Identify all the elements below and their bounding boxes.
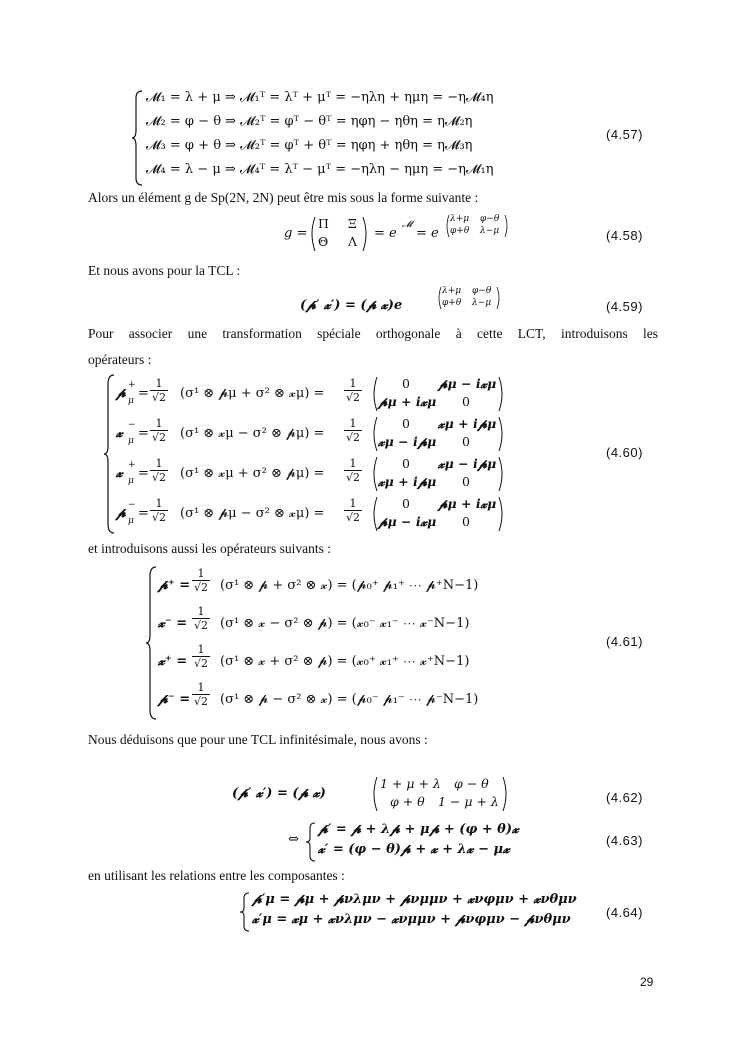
page-number: 29 (640, 975, 654, 989)
frac-inv-sqrt2: $\frac{1}{√2}$ (194, 605, 209, 632)
equation-number-4-63: (4.63) (606, 833, 643, 848)
eq464-line-1: 𝓹′μ = 𝓹μ + 𝓹νλμν + 𝓹νμμν + 𝔁νφμν + 𝔁νθμν (252, 892, 577, 907)
eq460-row-1: 𝓹 + μ = $\frac{1}{√2}$ (σ¹ ⊗ 𝓹μ + σ² ⊗ 𝔁μ) = $\frac{1}{√2}$ 0 𝓹μ − i𝔁μ 𝓹μ + i𝔁μ 0 (116, 374, 506, 414)
paragraph-1: Alors un élément g de Sp(2N, 2N) peut être mis sous la forme suivante : (88, 190, 479, 205)
frac-inv-sqrt2: $\frac{1}{√2}$ (152, 377, 167, 404)
eq458-mid: = e (374, 226, 397, 241)
equation-4-64 (240, 892, 577, 932)
eq458-m12: Ξ (348, 216, 357, 231)
eq460-row1-sub: μ (128, 396, 134, 406)
frac-inv-sqrt2: $\frac{1}{√2}$ (346, 417, 361, 444)
eq459-e11: λ+μ (442, 286, 462, 296)
eq460-row2-a21: 𝔁μ − i𝓹μ (378, 434, 437, 449)
eq460-row2-lhs: 𝔁 (116, 426, 123, 441)
paragraph-4: et introduisons aussi les opérateurs suivants : (88, 541, 331, 556)
eq458-e21: φ+θ (450, 226, 470, 236)
frac-inv-sqrt2: $\frac{1}{√2}$ (346, 457, 361, 484)
eq459-e22: λ−μ (472, 298, 492, 308)
eq462-m12: φ − θ (454, 776, 489, 791)
eq461-row1-rhs: (σ¹ ⊗ 𝓹 + σ² ⊗ 𝔁) = (𝓹₀⁺ 𝓹₁⁺ ⋯ 𝓹⁺N−1) (220, 578, 479, 593)
equation-number-4-57: (4.57) (606, 127, 643, 142)
frac-inv-sqrt2: $\frac{1}{√2}$ (346, 377, 361, 404)
eq460-row2-a22: 0 (462, 434, 470, 449)
equation-4-57 (132, 90, 512, 186)
eq460-row2-a12: 𝔁μ + i𝓹μ (438, 416, 497, 431)
eq460-row2-op: (σ¹ ⊗ 𝔁μ − σ² ⊗ 𝓹μ) = (180, 426, 325, 441)
eq458-m21: Θ (318, 234, 329, 249)
eq459-lhs: (𝓹′ 𝔁′) = (𝓹 𝔁)e (300, 298, 403, 313)
equation-number-4-58: (4.58) (606, 228, 643, 243)
eq462-m22: 1 − μ + λ (438, 794, 499, 809)
eq460-row4-op: (σ¹ ⊗ 𝓹μ − σ² ⊗ 𝔁μ) = (180, 506, 325, 521)
eq458-exp1: 𝓜 (402, 220, 413, 230)
exp-paren-right (496, 286, 502, 310)
equation-number-4-59: (4.59) (606, 299, 643, 314)
eq459-e21: φ+θ (442, 298, 462, 308)
eq457-line-2: 𝓜₂ = φ − θ ⇒ 𝓜₂ᵀ = φᵀ − θᵀ = ηφη − ηθη = η𝓜₂η (146, 114, 473, 129)
eq460-row4-sub: μ (128, 516, 134, 526)
eq460-row1-a11: 0 (402, 376, 410, 391)
eq461-row2-lhs: 𝔁⁻ = (158, 616, 188, 631)
frac-inv-sqrt2: $\frac{1}{√2}$ (194, 681, 209, 708)
eq462-m21: φ + θ (390, 794, 425, 809)
eq461-row3-rhs: (σ¹ ⊗ 𝔁 + σ² ⊗ 𝓹) = (𝔁₀⁺ 𝔁₁⁺ ⋯ 𝔁⁺N−1) (220, 654, 470, 669)
paren-left (370, 416, 378, 452)
eq460-row4-a11: 0 (402, 496, 410, 511)
equation-4-60 (104, 374, 504, 534)
left-brace (146, 566, 158, 720)
eq460-row1-a12: 𝓹μ − i𝔁μ (438, 376, 497, 391)
paren-right (498, 416, 506, 452)
paren-right (498, 456, 506, 492)
eq460-row3-a22: 0 (462, 474, 470, 489)
eq460-row2-a11: 0 (402, 416, 410, 431)
eq460-row4-lhs: 𝓹 (116, 506, 126, 521)
eq463-line-2: 𝔁′ = (φ − θ)𝓹 + 𝔁 + λ𝔁 − μ𝔁 (318, 842, 510, 857)
eq460-row3-op: (σ¹ ⊗ 𝔁μ + σ² ⊗ 𝓹μ) = (180, 466, 325, 481)
equation-4-58 (284, 214, 514, 254)
paragraph-3-line-2: opérateurs : (88, 352, 152, 367)
eq460-row3-a12: 𝔁μ − i𝓹μ (438, 456, 497, 471)
eq460-row3-sub: μ (128, 476, 134, 486)
left-brace (306, 822, 316, 862)
eq460-row-2: 𝔁 − μ = $\frac{1}{√2}$ (σ¹ ⊗ 𝔁μ − σ² ⊗ 𝓹μ) = $\frac{1}{√2}$ 0 𝔁μ + i𝓹μ 𝔁μ − i𝓹μ 0 (116, 414, 506, 454)
eq457-line-1: 𝓜₁ = λ + μ ⇒ 𝓜₁ᵀ = λᵀ + μᵀ = −ηλη + ημη = −η𝓜₄η (146, 90, 494, 105)
eq464-line-2: 𝔁′μ = 𝔁μ + 𝔁νλμν − 𝔁νμμν + 𝓹νφμν − 𝓹νθμν (252, 912, 571, 927)
paragraph-5: Nous déduisons que pour une TCL infinitésimale, nous avons : (88, 732, 428, 747)
equation-number-4-64: (4.64) (606, 905, 643, 920)
paren-left (370, 496, 378, 532)
eq460-row2-sub: μ (128, 436, 134, 446)
frac-inv-sqrt2: $\frac{1}{√2}$ (194, 567, 209, 594)
eq457-line-4: 𝓜₄ = λ − μ ⇒ 𝓜₄ᵀ = λᵀ − μᵀ = −ηλη − ημη = −η𝓜₁η (146, 162, 494, 177)
paragraph-6: en utilisant les relations entre les composantes : (88, 868, 345, 883)
frac-inv-sqrt2: $\frac{1}{√2}$ (152, 417, 167, 444)
eq460-row1-sup: + (128, 380, 136, 390)
eq460-row4-a22: 0 (462, 514, 470, 529)
eq460-row3-a21: 𝔁μ + i𝓹μ (378, 474, 437, 489)
paren-right (498, 376, 506, 412)
equation-number-4-60: (4.60) (606, 445, 643, 460)
eq460-row-3: 𝔁 + μ = $\frac{1}{√2}$ (σ¹ ⊗ 𝔁μ + σ² ⊗ 𝓹μ) = $\frac{1}{√2}$ 0 𝔁μ − i𝓹μ 𝔁μ + i𝓹μ 0 (116, 454, 506, 494)
eq460-row4-a12: 𝓹μ + i𝔁μ (438, 496, 497, 511)
paragraph-2: Et nous avons pour la TCL : (88, 263, 241, 278)
eq461-row4-rhs: (σ¹ ⊗ 𝓹 − σ² ⊗ 𝔁) = (𝓹₀⁻ 𝓹₁⁻ ⋯ 𝓹⁻N−1) (220, 692, 479, 707)
eq458-m11: Π (318, 216, 329, 231)
eq462-lhs: (𝓹′ 𝔁′) = (𝓹 𝔁) (232, 786, 326, 801)
frac-inv-sqrt2: $\frac{1}{√2}$ (152, 457, 167, 484)
eq462-m11: 1 + μ + λ (380, 776, 441, 791)
equation-number-4-62: (4.62) (606, 790, 643, 805)
eq460-row1-op: (σ¹ ⊗ 𝓹μ + σ² ⊗ 𝔁μ) = (180, 386, 325, 401)
equation-4-59 (300, 286, 510, 320)
paren-right (498, 496, 506, 532)
eq460-row1-a21: 𝓹μ + i𝔁μ (378, 394, 437, 409)
eq461-row3-lhs: 𝔁⁺ = (158, 654, 188, 669)
eq459-e12: φ−θ (472, 286, 492, 296)
eq460-row1-a22: 0 (462, 394, 470, 409)
eq458-mid2: = e (416, 226, 439, 241)
exp-paren-right (504, 214, 510, 238)
eq458-m22: Λ (348, 234, 358, 249)
eq463-line-1: 𝓹′ = 𝓹 + λ𝓹 + μ𝓹 + (φ + θ)𝔁 (318, 822, 519, 837)
eq460-row4-a21: 𝓹μ − i𝔁μ (378, 514, 437, 529)
equivalence-arrow: ⇔ (288, 832, 299, 847)
eq461-row1-lhs: 𝓹⁺ = (158, 578, 191, 593)
eq458-lhs: g = (284, 226, 308, 241)
eq460-row3-a11: 0 (402, 456, 410, 471)
paren-left (370, 776, 378, 812)
frac-inv-sqrt2: $\frac{1}{√2}$ (194, 643, 209, 670)
paren-left (308, 216, 316, 252)
equation-number-4-61: (4.61) (606, 634, 643, 649)
paren-right (362, 216, 370, 252)
eq461-row2-rhs: (σ¹ ⊗ 𝔁 − σ² ⊗ 𝓹) = (𝔁₀⁻ 𝔁₁⁻ ⋯ 𝔁⁻N−1) (220, 616, 470, 631)
frac-inv-sqrt2: $\frac{1}{√2}$ (346, 497, 361, 524)
eq460-row-4: 𝓹 − μ = $\frac{1}{√2}$ (σ¹ ⊗ 𝓹μ − σ² ⊗ 𝔁μ) = $\frac{1}{√2}$ 0 𝓹μ + i𝔁μ 𝓹μ − i𝔁μ 0 (116, 494, 506, 534)
equation-4-63 (288, 822, 518, 862)
eq460-row2-sup: − (128, 420, 136, 430)
eq458-e12: φ−θ (480, 214, 500, 224)
left-brace (132, 90, 144, 186)
eq461-row4-lhs: 𝓹⁻ = (158, 692, 191, 707)
equation-4-62 (232, 774, 512, 814)
paren-left (370, 456, 378, 492)
paren-right (502, 776, 510, 812)
eq460-row3-lhs: 𝔁 (116, 466, 123, 481)
eq458-e11: λ+μ (450, 214, 470, 224)
paragraph-3-line-1: Pour associer une transformation spéciale orthogonale à cette LCT, introduisons les (88, 326, 658, 341)
left-brace (240, 892, 250, 932)
eq457-line-3: 𝓜₃ = φ + θ ⇒ 𝓜₂ᵀ = φᵀ + θᵀ = ηφη + ηθη = η𝓜₃η (146, 138, 473, 153)
eq460-row3-sup: + (128, 460, 136, 470)
paren-left (370, 376, 378, 412)
eq460-row4-sup: − (128, 500, 136, 510)
frac-inv-sqrt2: $\frac{1}{√2}$ (152, 497, 167, 524)
left-brace (104, 374, 116, 534)
eq460-row1-lhs: 𝓹 (116, 386, 126, 401)
equation-4-61 (146, 566, 526, 720)
eq458-e22: λ−μ (480, 226, 500, 236)
